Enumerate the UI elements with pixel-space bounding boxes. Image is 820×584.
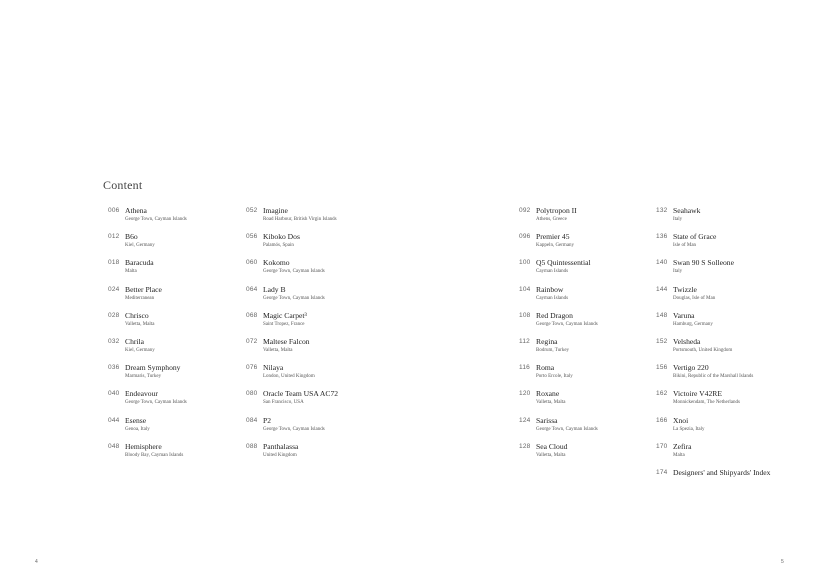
contents-entry[interactable]	[246, 389, 386, 415]
entry-home-port: United Kingdom	[263, 452, 297, 458]
contents-entry[interactable]	[108, 206, 248, 232]
entry-page-number: 018	[108, 259, 120, 267]
entry-page-number: 140	[656, 259, 668, 267]
entry-page-number: 006	[108, 207, 120, 214]
contents-entry[interactable]	[656, 442, 796, 468]
entry-yacht-name: Varuna	[673, 310, 695, 320]
entry-page-number: 144	[656, 285, 668, 293]
contents-entry[interactable]	[108, 416, 248, 442]
entry-page-number: 084	[246, 416, 258, 424]
entry-home-port: Bloody Bay, Cayman Islands	[125, 452, 184, 458]
entry-page-number: 064	[246, 285, 258, 293]
entry-yacht-name: Lady B	[263, 284, 286, 294]
entry-yacht-name: Twizzle	[673, 284, 697, 294]
entry-home-port: George Town, Cayman Islands	[263, 426, 325, 432]
entry-page-number: 092	[519, 207, 531, 214]
contents-entry[interactable]	[519, 258, 659, 284]
entry-home-port: Portsmouth, United Kingdom	[673, 347, 733, 353]
entry-yacht-name: Xnoi	[673, 415, 689, 425]
entry-yacht-name: Dream Symphony	[125, 363, 181, 373]
entry-home-port: Valletta, Malta	[263, 347, 293, 353]
entry-yacht-name: Chrila	[125, 336, 144, 346]
entry-yacht-name: Imagine	[263, 206, 288, 215]
entry-page-number: 104	[519, 285, 531, 293]
entry-home-port: George Town, Cayman Islands	[536, 321, 598, 327]
entry-home-port: Italy	[673, 217, 683, 222]
entry-home-port: Athens, Greece	[536, 217, 567, 222]
contents-column-3	[519, 206, 659, 468]
entry-page-number: 162	[656, 390, 668, 398]
entry-yacht-name: Victoire V42RE	[673, 389, 722, 399]
contents-entry[interactable]	[108, 285, 248, 311]
entry-yacht-name: Sarissa	[536, 415, 558, 425]
entry-yacht-name: Polytropon II	[536, 206, 577, 215]
contents-entry[interactable]	[246, 206, 386, 232]
entry-yacht-name: Red Dragon	[536, 310, 573, 320]
entry-page-number: 036	[108, 364, 120, 372]
entry-page-number: 116	[519, 364, 530, 372]
contents-entry[interactable]	[656, 206, 796, 232]
entry-page-number: 012	[108, 233, 120, 241]
entry-page-number: 170	[656, 442, 668, 450]
contents-entry[interactable]	[656, 337, 796, 363]
entry-yacht-name: Swan 90 S Solleone	[673, 258, 734, 268]
entry-home-port: Italy	[673, 269, 683, 275]
entry-page-number: 048	[108, 442, 120, 450]
entry-home-port: Malta	[125, 269, 137, 275]
entry-yacht-name: Oracle Team USA AC72	[263, 389, 339, 399]
contents-entry[interactable]	[519, 442, 659, 468]
entry-home-port: Valletta, Malta	[536, 400, 566, 406]
entry-home-port: San Francisco, USA	[263, 400, 304, 406]
contents-entry[interactable]	[656, 416, 796, 442]
entry-home-port: Porto Ercole, Italy	[536, 374, 573, 380]
entry-home-port: Kappeln, Germany	[536, 243, 575, 249]
contents-entry[interactable]	[519, 311, 659, 337]
entry-yacht-name: Endeavour	[125, 389, 158, 399]
entry-home-port: Marmaris, Turkey	[125, 374, 162, 380]
entry-home-port: Genoa, Italy	[125, 426, 150, 432]
entry-home-port: Bodrum, Turkey	[536, 347, 570, 353]
entry-home-port: George Town, Cayman Islands	[263, 269, 325, 275]
contents-entry[interactable]	[656, 389, 796, 415]
entry-page-number: 100	[519, 259, 531, 267]
entry-yacht-name: B6o	[125, 232, 138, 242]
entry-yacht-name: Esense	[125, 415, 147, 425]
page-number-right: 5	[781, 559, 784, 565]
entry-page-number: 032	[108, 337, 120, 345]
entry-page-number: 152	[656, 337, 668, 345]
contents-entry[interactable]	[519, 389, 659, 415]
contents-entry[interactable]	[519, 206, 659, 232]
entry-page-number: 076	[246, 364, 258, 372]
entry-home-port: La Spezia, Italy	[673, 426, 705, 432]
contents-entry[interactable]	[108, 258, 248, 284]
entry-page-number: 072	[246, 337, 258, 345]
entry-yacht-name: Q5 Quintessential	[536, 258, 591, 268]
contents-entry[interactable]	[108, 442, 248, 468]
entry-yacht-name: Hemisphere	[125, 441, 162, 451]
entry-page-number: 024	[108, 285, 120, 293]
entry-page-number: 128	[519, 442, 531, 450]
entry-yacht-name: Seahawk	[673, 206, 701, 215]
entry-page-number: 068	[246, 311, 258, 319]
contents-entry[interactable]	[519, 363, 659, 389]
entry-page-number: 040	[108, 390, 120, 398]
contents-entry[interactable]	[246, 285, 386, 311]
entry-yacht-name: Designers' and Shipyards' Index	[673, 467, 771, 477]
entry-page-number: 132	[656, 207, 668, 214]
entry-home-port: Kiel, Germany	[125, 243, 155, 249]
contents-heading: Content	[103, 178, 143, 192]
contents-entry[interactable]	[519, 337, 659, 363]
entry-yacht-name: Roxane	[536, 389, 560, 399]
entry-home-port: London, United Kingdom	[263, 374, 315, 380]
contents-entry[interactable]	[246, 258, 386, 284]
entry-home-port: George Town, Cayman Islands	[125, 400, 187, 406]
entry-yacht-name: Kiboko Dos	[263, 232, 300, 242]
entry-page-number: 088	[246, 442, 258, 450]
contents-entry[interactable]	[108, 337, 248, 363]
entry-page-number: 044	[108, 416, 120, 424]
entry-yacht-name: Velsheda	[673, 336, 701, 346]
entry-page-number: 028	[108, 311, 120, 319]
contents-entry[interactable]	[656, 285, 796, 311]
entry-yacht-name: Regina	[536, 336, 558, 346]
contents-entry[interactable]	[656, 232, 796, 258]
entry-yacht-name: Rainbow	[536, 284, 564, 294]
contents-entry[interactable]	[656, 468, 796, 494]
entry-yacht-name: Vertigo 220	[673, 363, 709, 373]
entry-yacht-name: Better Place	[125, 284, 162, 294]
entry-page-number: 120	[519, 390, 531, 398]
contents-entry[interactable]	[108, 363, 248, 389]
entry-home-port: Road Harbour, British Virgin Islands	[263, 217, 337, 222]
contents-entry[interactable]	[246, 442, 386, 468]
entry-page-number: 174	[656, 468, 668, 476]
entry-page-number: 060	[246, 259, 258, 267]
contents-entry[interactable]	[246, 337, 386, 363]
contents-column-2	[246, 206, 386, 468]
contents-entry[interactable]	[656, 258, 796, 284]
entry-home-port: George Town, Cayman Islands	[263, 295, 325, 301]
contents-entry[interactable]	[246, 363, 386, 389]
entry-home-port: Malta	[673, 452, 685, 458]
entry-home-port: Douglas, Isle of Man	[673, 295, 716, 301]
contents-entry[interactable]	[246, 311, 386, 337]
contents-entry[interactable]	[108, 389, 248, 415]
contents-column-1	[108, 206, 248, 468]
entry-page-number: 080	[246, 390, 258, 398]
contents-column-4	[656, 206, 796, 494]
entry-page-number: 112	[519, 337, 530, 345]
entry-yacht-name: Maltese Falcon	[263, 336, 310, 346]
contents-entry[interactable]	[108, 232, 248, 258]
page-number-left: 4	[35, 559, 38, 565]
entry-yacht-name: Chrisco	[125, 310, 149, 320]
entry-home-port: Cayman Islands	[536, 295, 569, 301]
entry-page-number: 136	[656, 233, 668, 241]
contents-entry[interactable]	[246, 416, 386, 442]
entry-page-number: 056	[246, 233, 258, 241]
entry-page-number: 096	[519, 233, 531, 241]
entry-home-port: Bikini, Republic of the Marshall Islands	[673, 374, 754, 380]
entry-page-number: 124	[519, 416, 531, 424]
contents-entry[interactable]	[656, 363, 796, 389]
entry-yacht-name: Nilaya	[263, 363, 284, 373]
entry-home-port: Cayman Islands	[536, 269, 569, 275]
entry-yacht-name: State of Grace	[673, 232, 717, 242]
entry-home-port: Monnickendam, The Netherlands	[673, 400, 740, 406]
entry-home-port: George Town, Cayman Islands	[536, 426, 598, 432]
contents-entry[interactable]	[519, 285, 659, 311]
entry-page-number: 108	[519, 311, 531, 319]
entry-yacht-name: Panthalassa	[263, 441, 299, 451]
contents-entry[interactable]	[519, 232, 659, 258]
entry-page-number: 148	[656, 311, 668, 319]
contents-entry[interactable]	[246, 232, 386, 258]
entry-home-port: Valletta, Malta	[125, 321, 155, 327]
entry-yacht-name: Kokomo	[263, 258, 290, 268]
entry-yacht-name: Sea Cloud	[536, 441, 568, 451]
entry-yacht-name: Zefira	[673, 441, 692, 451]
entry-page-number: 052	[246, 207, 258, 214]
contents-entry[interactable]	[519, 416, 659, 442]
entry-yacht-name: Roma	[536, 363, 555, 373]
entry-home-port: Isle of Man	[673, 243, 697, 249]
contents-entry[interactable]	[108, 311, 248, 337]
entry-home-port: Mediterranean	[125, 295, 155, 301]
entry-home-port: Kiel, Germany	[125, 347, 155, 353]
entry-home-port: Saint Tropez, France	[263, 321, 305, 327]
entry-yacht-name: Baracuda	[125, 258, 154, 268]
entry-home-port: George Town, Cayman Islands	[125, 217, 187, 222]
entry-page-number: 156	[656, 364, 668, 372]
entry-yacht-name: P2	[263, 415, 272, 425]
contents-entry[interactable]	[656, 311, 796, 337]
entry-yacht-name: Athena	[125, 206, 147, 215]
entry-yacht-name: Magic Carpet³	[263, 310, 307, 320]
entry-home-port: Palamós, Spain	[263, 243, 294, 249]
entry-yacht-name: Premier 45	[536, 232, 570, 242]
entry-page-number: 166	[656, 416, 668, 424]
entry-home-port: Hamburg, Germany	[673, 321, 713, 327]
entry-home-port: Valletta, Malta	[536, 452, 566, 458]
